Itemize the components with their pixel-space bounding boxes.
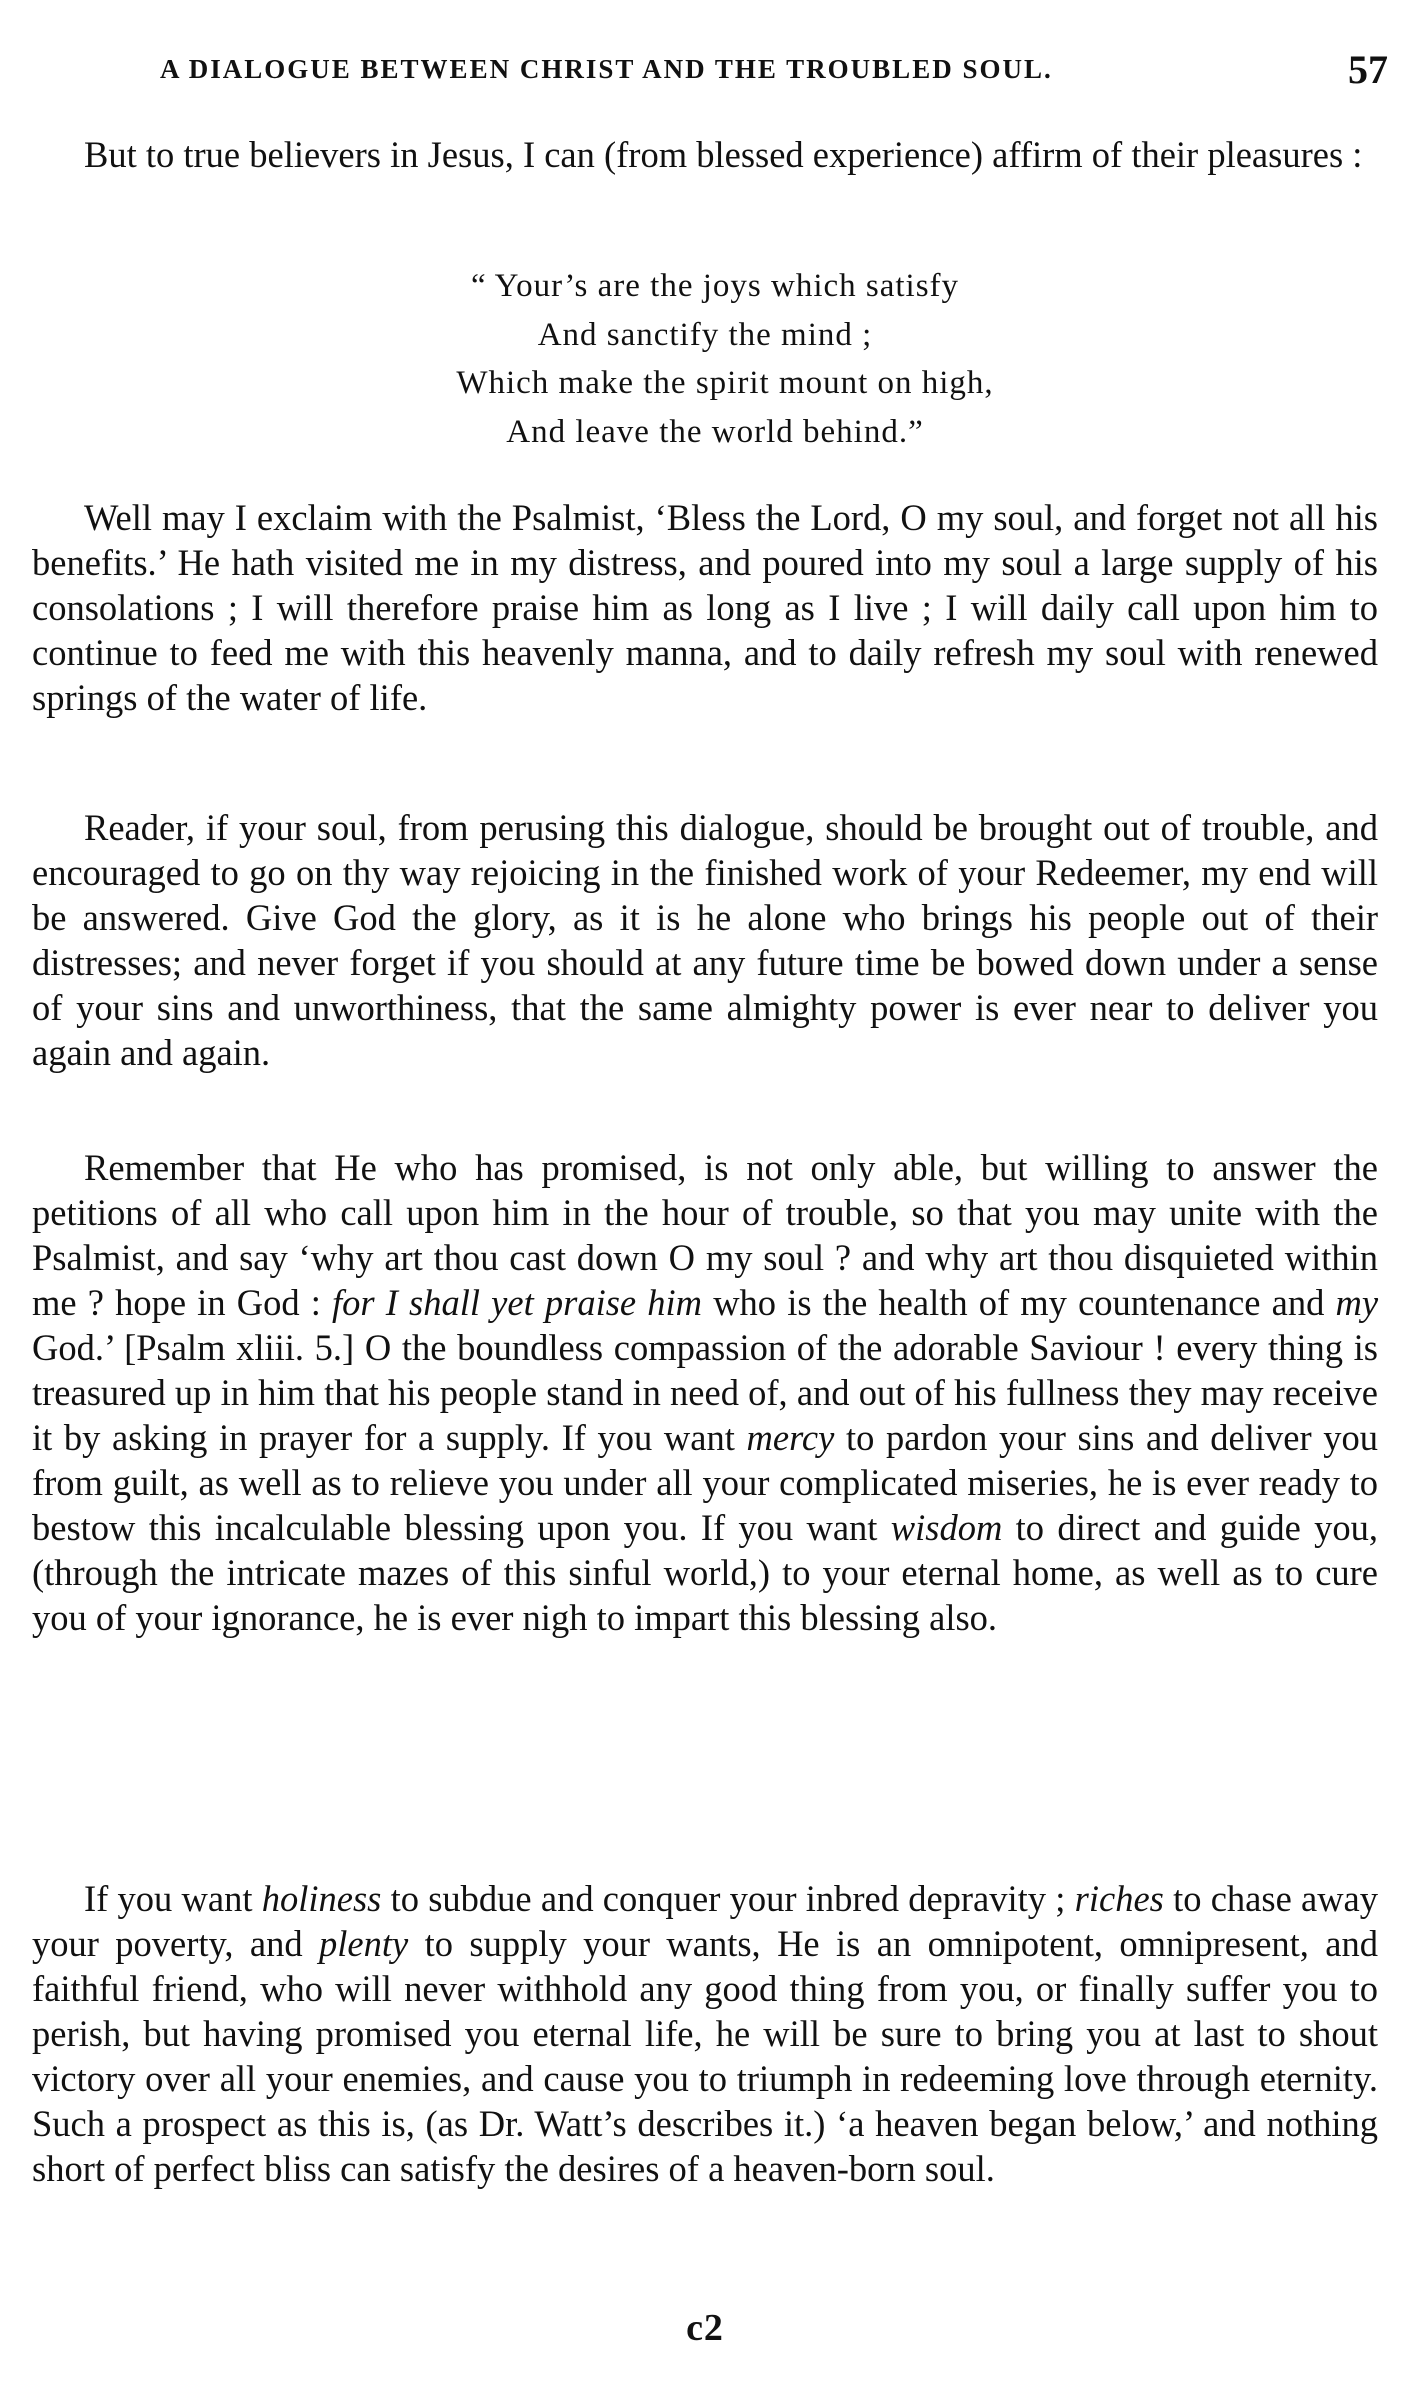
poem-line-2: And sanctify the mind ;	[537, 316, 873, 353]
signature-text: c2	[686, 2307, 724, 2349]
paragraph-remember-text-c: God.’ [Psalm xliii. 5.] O the boundless compassion of the adorable Saviour ! every thing is treasured up in him that his people stand in need of, and out of his fullness they may receive it by asking in prayer for a supply. If you want	[32, 1327, 1378, 1458]
paragraph-remember-text-a: Remember that He who has promised, is not only able, but willing to answer the petitions of all who call upon him in the hour of trouble, so that you may unite with the Psalmist, and say ‘why art thou cast down O my soul ? and why art thou disquieted within me ? hope in God :	[32, 1147, 1378, 1323]
paragraph-holiness-text-b: to subdue and conquer your inbred depravity ;	[390, 1878, 1066, 1919]
poem-line-4: And leave the world behind.”	[506, 413, 924, 450]
paragraph-psalmist: Well may I exclaim with the Psalmist, ‘Bless the Lord, O my soul, and forget not all his benefits.’ He hath visited me in my distress, and poured into my soul a large supply of his consolations ; I will therefore praise him as long as I live ; I will daily call upon him to continue to feed me with this heavenly manna, and to daily refresh my soul with renewed springs of the water of life.	[32, 497, 1378, 718]
emphasis-plenty: plenty	[319, 1923, 409, 1964]
header-title: A DIALOGUE BETWEEN CHRIST AND THE TROUBLED SOUL.	[160, 54, 1053, 84]
emphasis-holiness: holiness	[261, 1878, 382, 1919]
emphasis-wisdom: wisdom	[890, 1507, 1003, 1548]
paragraph-intro: But to true believers in Jesus, I can (from blessed experience) affirm of their pleasures :	[84, 134, 1363, 175]
signature-mark	[0, 2306, 1410, 2350]
paragraph-remember-text-d: to pardon your sins and deliver you from guilt, as well as to relieve you under all your complicated miseries, he is ever ready to bestow this incalculable blessing upon you. If you want	[32, 1417, 1378, 1548]
emphasis-praise: for I shall yet praise him	[332, 1282, 703, 1323]
paragraph-reader: Reader, if your soul, from perusing this dialogue, should be brought out of trouble, and encouraged to go on thy way rejoicing in the finished work of your Redeemer, my end will be answered. Give God the glory, as it is he alone who brings his people out of their distresses; and never forget if you should at any future time be bowed down under a sense of your sins and unworthiness, that the same almighty power is ever near to deliver you again and again.	[32, 807, 1378, 1073]
paragraph-holiness-text-c: to chase away your poverty, and	[32, 1878, 1379, 1964]
poem-line-3: Which make the spirit mount on high,	[456, 365, 994, 401]
page-number: 57	[1348, 47, 1388, 92]
emphasis-riches: riches	[1074, 1878, 1164, 1919]
paragraph-remember-text-b: who is the health of my countenance and	[713, 1282, 1325, 1323]
paragraph-holiness-text-a: If you want	[84, 1878, 253, 1919]
paragraph-remember	[32, 1145, 1378, 1640]
running-header	[160, 47, 1388, 100]
emphasis-my: my	[1335, 1282, 1379, 1323]
poem-quote	[0, 262, 1410, 456]
poem-line-1: “ Your’s are the joys which satisfy	[470, 268, 960, 304]
emphasis-mercy: mercy	[746, 1417, 835, 1458]
paragraph-holiness-text-d: to supply your wants, He is an omnipotent, omnipresent, and faithful friend, who will never withhold any good thing from you, or finally suffer you to perish, but having promised you eternal life, he will be sure to bring you at last to shout victory over all your enemies, and cause you to triumph in redeeming love through eternity. Such a prospect as this is, (as Dr. Watt’s describes it.) ‘a heaven began below,’ and nothing short of perfect bliss can satisfy the desires of a heaven-born soul.	[32, 1923, 1379, 2189]
paragraph-holiness	[32, 1876, 1378, 2191]
paragraph-remember-text-e: to direct and guide you, (through the intricate mazes of this sinful world,) to your eternal home, as well as to cure you of your ignorance, he is ever nigh to impart this blessing also.	[32, 1507, 1379, 1638]
